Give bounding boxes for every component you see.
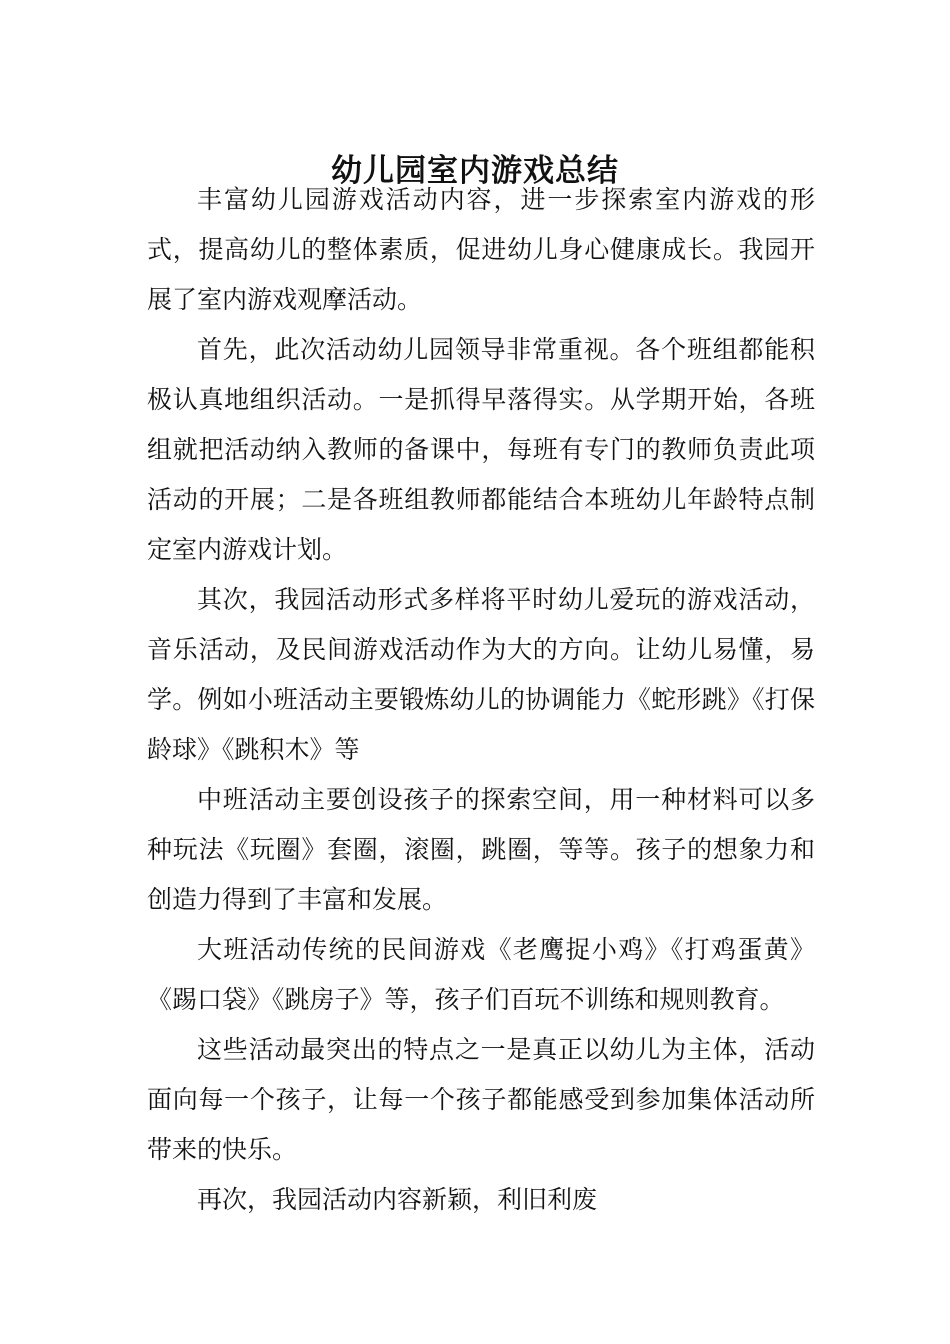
paragraph-second: 其次，我园活动形式多样将平时幼儿爱玩的游戏活动，音乐活动，及民间游戏活动作为大的方向。让幼儿易懂，易学。例如小班活动主要锻炼幼儿的协调能力《蛇形跳》《打保龄球》《跳积木》等 (147, 585, 815, 764)
paragraph-intro: 丰富幼儿园游戏活动内容，进一步探索室内游戏的形式，提高幼儿的整体素质，促进幼儿身心健康成长。我园开展了室内游戏观摩活动。 (147, 185, 815, 314)
paragraph-senior-class: 大班活动传统的民间游戏《老鹰捉小鸡》《打鸡蛋黄》《踢口袋》《跳房子》等，孩子们百玩不训练和规则教育。 (147, 935, 815, 1014)
paragraph-first: 首先，此次活动幼儿园领导非常重视。各个班组都能积极认真地组织活动。一是抓得早落得实。从学期开始，各班组就把活动纳入教师的备课中，每班有专门的教师负责此项活动的开展；二是各班组教师都能结合本班幼儿年龄特点制定室内游戏计划。 (147, 335, 815, 564)
paragraph-feature: 这些活动最突出的特点之一是真正以幼儿为主体，活动面向每一个孩子，让每一个孩子都能感受到参加集体活动所带来的快乐。 (147, 1035, 815, 1164)
paragraph-third: 再次，我园活动内容新颖，利旧利废 (197, 1185, 598, 1214)
document-body (147, 175, 815, 1225)
paragraph-middle-class: 中班活动主要创设孩子的探索空间，用一种材料可以多种玩法《玩圈》套圈，滚圈，跳圈，等等。孩子的想象力和创造力得到了丰富和发展。 (147, 785, 815, 914)
document-title: 幼儿园室内游戏总结 (331, 152, 619, 189)
